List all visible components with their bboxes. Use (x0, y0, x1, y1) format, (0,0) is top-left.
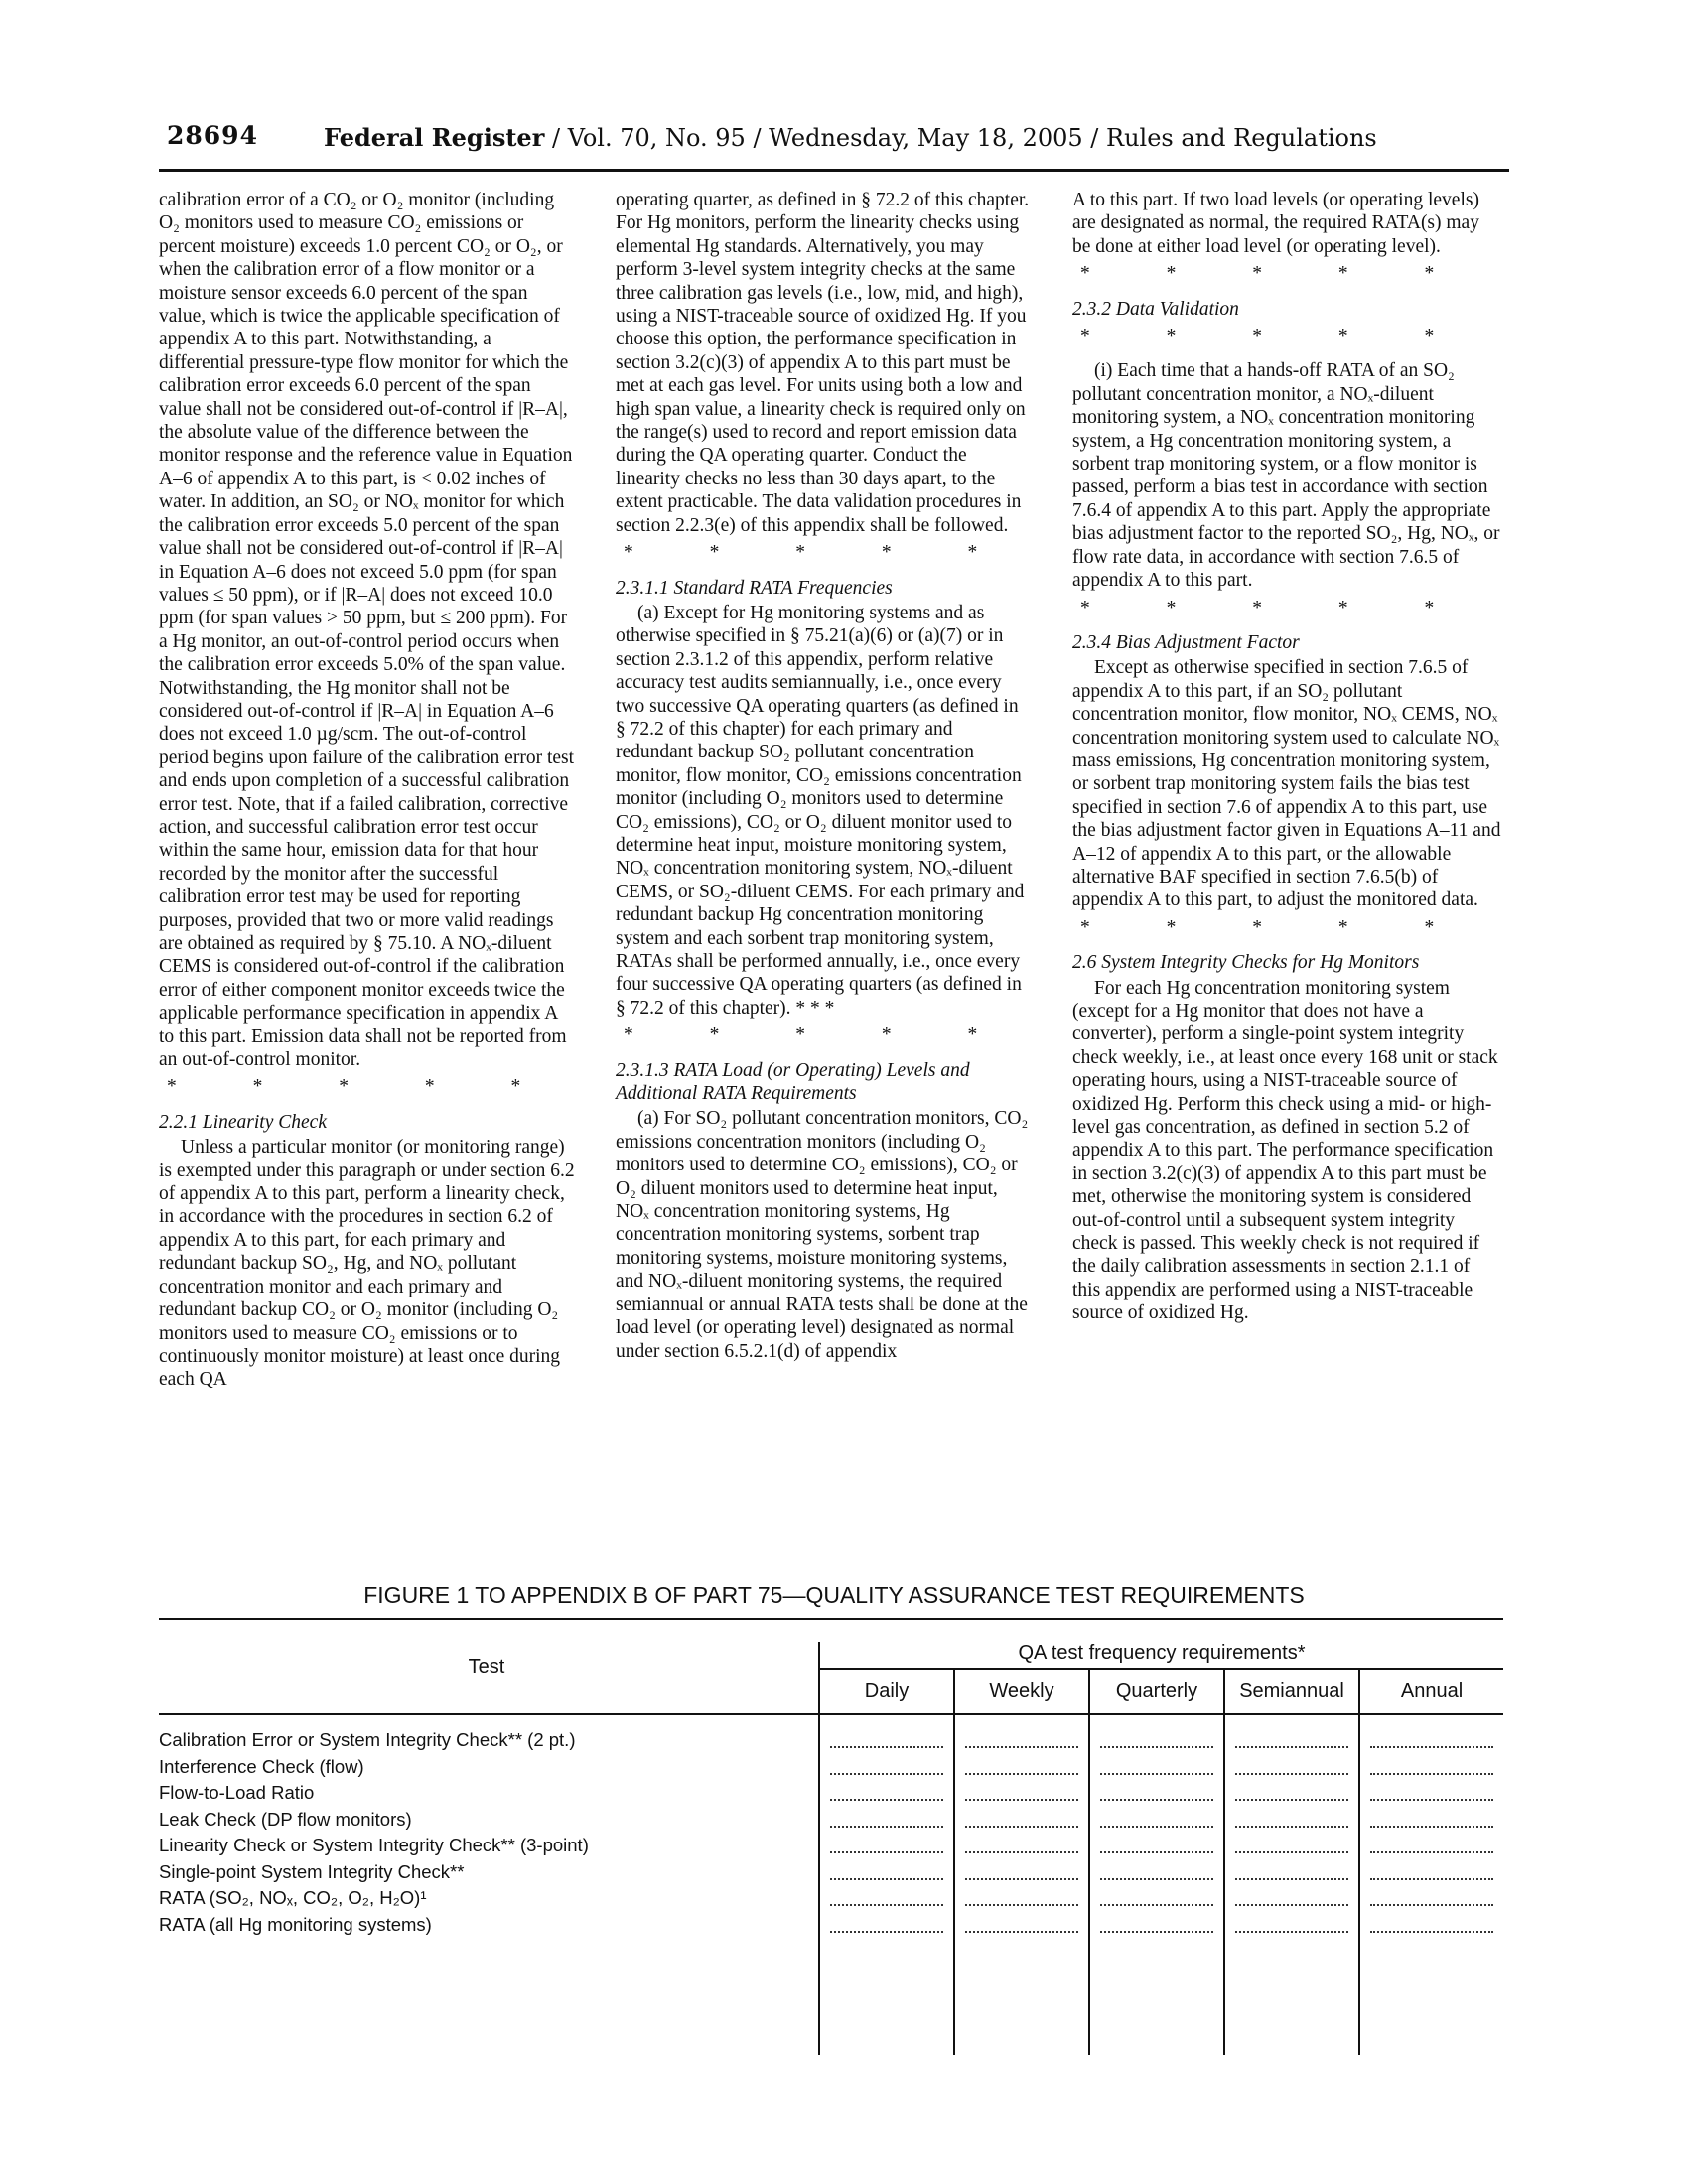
ellipsis-stars: * * * * * (167, 1076, 557, 1098)
freq-header-weekly: Weekly (989, 1680, 1054, 1702)
frequency-cell-quarterly (1090, 1729, 1223, 1753)
test-label: Interference Check (flow) (159, 1756, 368, 1777)
test-label: Single-point System Integrity Check** (159, 1861, 468, 1882)
frequency-cell-weekly (955, 1756, 1088, 1780)
test-label: Linearity Check or System Integrity Check** (3-point) (159, 1835, 593, 1855)
section-heading: 2.2.1 Linearity Check (159, 1111, 327, 1133)
frequency-cell-quarterly (1090, 1861, 1223, 1885)
title-bold: Federal Register (324, 123, 545, 152)
ellipsis-stars: * * * * * (1080, 597, 1471, 618)
frequency-cell-quarterly (1090, 1914, 1223, 1938)
figure-title: FIGURE 1 TO APPENDIX B OF PART 75—QUALITY ASSURANCE TEST REQUIREMENTS (363, 1582, 1305, 1608)
frequency-cell-weekly (955, 1914, 1088, 1938)
frequency-cell-daily (820, 1887, 953, 1911)
paragraph: (a) For SO₂ pollutant concentration monitors, CO₂ emissions concentration monitors (including O₂ monitors used to determine CO₂ emissions), CO₂ or O₂ diluent monitors used to determine heat input, NOₓ concentration monitoring systems, Hg concentration monitoring systems, sorbent trap monitoring systems, moisture monitoring systems, and NOₓ-diluent monitoring systems, the required semiannual or annual RATA tests shall be done at the load level (or operating level) designated as normal under section 6.5.2.1(d) of appendix (616, 1108, 1029, 1362)
ellipsis-stars: * * * * * (624, 542, 1014, 564)
freq-header-quarterly: Quarterly (1115, 1680, 1198, 1702)
frequency-cell-annual (1360, 1914, 1503, 1938)
frequency-cell-semiannual (1225, 1729, 1358, 1753)
ellipsis-stars: * * * * * (1080, 326, 1471, 347)
frequency-cell-semiannual (1225, 1887, 1358, 1911)
frequency-cell-annual (1360, 1756, 1503, 1780)
frequency-cell-quarterly (1090, 1835, 1223, 1858)
paragraph: For each Hg concentration monitoring system (except for a Hg monitor that does not have a converter), perform a single-point system integrity check weekly, i.e., at least once every 168 unit or stack operating hours, using a NIST-traceable source of oxidized Hg. Perform this check using a mid- or high-level gas concentration, as defined in section 5.2 of appendix A to this part. The performance specification in section 3.2(c)(3) of appendix A to this part must be met, otherwise the monitoring system is considered out-of-control until a subsequent system integrity check is passed. This weekly check is not required if the daily calibration assessments in section 2.1.1 of this appendix are performed using a NIST-traceable source of oxidized Hg. (1072, 977, 1498, 1324)
page-header (167, 121, 1497, 165)
freq-header-semiannual: Semiannual (1239, 1680, 1344, 1702)
text-column-3 (1072, 189, 1501, 1325)
frequency-cell-weekly (955, 1782, 1088, 1806)
section-heading: 2.3.1.3 RATA Load (or Operating) Levels and Additional RATA Requirements (616, 1059, 970, 1105)
frequency-cell-quarterly (1090, 1809, 1223, 1833)
frequency-cell-semiannual (1225, 1914, 1358, 1938)
test-label: RATA (all Hg monitoring systems) (159, 1914, 436, 1935)
section-heading: 2.6 System Integrity Checks for Hg Monitors (1072, 952, 1420, 974)
table-header-rule (159, 1713, 1503, 1715)
title-rest: / Vol. 70, No. 95 / Wednesday, May 18, 2005 / Rules and Regulations (544, 124, 1377, 152)
ellipsis-stars: * * * * * (1080, 263, 1471, 285)
frequency-cell-semiannual (1225, 1809, 1358, 1833)
paragraph: A to this part. If two load levels (or operating levels) are designated as normal, the required RATA(s) may be done at either load level (or operating level). (1072, 190, 1479, 257)
table-row (159, 1782, 814, 1806)
test-column-header: Test (468, 1656, 505, 1678)
frequency-cell-weekly (955, 1809, 1088, 1833)
paragraph: calibration error of a CO₂ or O₂ monitor (including O₂ monitors used to measure CO₂ emissions or percent moisture) exceeds 1.0 percent CO₂ or O₂, or when the calibration error of a flow monitor or a moisture sensor exceeds 6.0 percent of the span value, which is twice the applicable specification of appendix A to this part. Notwithstanding, a differential pressure-type flow monitor for which the calibration error exceeds 6.0 percent of the span value shall not be considered out-of-control if |R–A|, the absolute value of the difference between the monitor response and the reference value in Equation A–6 of appendix A to this part, is < 0.02 inches of water. In addition, an SO₂ or NOₓ monitor for which the calibration error exceeds 5.0 percent of the span value shall not be considered out-of-control if |R–A| in Equation A–6 does not exceed 5.0 ppm (for span values ≤ 50 ppm), or if |R–A| does not exceed 10.0 ppm (for span values > 50 ppm, but ≤ 200 ppm). For a Hg monitor, an out-of-control period occurs when the calibration error exceeds 5.0% of the span value. Notwithstanding, the Hg monitor shall not be considered out-of-control if |R–A| in Equation A–6 does not exceed 1.0 µg/scm. The out-of-control period begins upon failure of the calibration error test and ends upon completion of a successful calibration error test. Note, that if a failed calibration, corrective action, and successful calibration error test occur within the same hour, emission data for that hour recorded by the monitor after the successful calibration error test may be used for reporting purposes, provided that two or more valid readings are obtained as required by § 75.10. A NOₓ-diluent CEMS is considered out-of-control if the calibration error of either component monitor exceeds twice the applicable performance specification in appendix A to this part. Emission data shall not be reported from an out-of-control monitor. (159, 190, 575, 1071)
ellipsis-stars: * * * * * (1080, 916, 1471, 938)
frequency-cell-annual (1360, 1835, 1503, 1858)
table-row (159, 1729, 814, 1753)
freq-header-annual: Annual (1400, 1680, 1464, 1702)
table-row (159, 1809, 814, 1833)
frequency-cell-daily (820, 1809, 953, 1833)
table-row (159, 1861, 814, 1885)
frequency-cell-daily (820, 1729, 953, 1753)
test-label: Leak Check (DP flow monitors) (159, 1809, 416, 1830)
paragraph: (i) Each time that a hands-off RATA of an SO₂ pollutant concentration monitor, a NOₓ-diluent monitoring system, a NOₓ concentration monitoring system, a Hg concentration monitoring system, a sorbent trap monitoring system, or a flow monitor is passed, perform a bias test in accordance with section 7.6.4 of appendix A to this part. Apply the appropriate bias adjustment factor to the reported SO₂, Hg, NOₓ, or flow rate data, in accordance with section 7.6.5 of appendix A to this part. (1072, 360, 1500, 592)
text-column-2 (616, 189, 1033, 1363)
frequency-cell-daily (820, 1782, 953, 1806)
test-label: Calibration Error or System Integrity Check** (2 pt.) (159, 1729, 579, 1750)
frequency-cell-semiannual (1225, 1861, 1358, 1885)
paragraph: (a) Except for Hg monitoring systems and as otherwise specified in § 75.21(a)(6) or (a)(7) or in section 2.3.1.2 of this appendix, perform relative accuracy test audits semiannually, i.e., once every two successive QA operating quarters (as defined in § 72.2 of this chapter) for each primary and redundant backup SO₂ pollutant concentration monitor, flow monitor, CO₂ emissions concentration monitor (including O₂ monitors used to determine CO₂ emissions), CO₂ or O₂ diluent monitor used to determine heat input, moisture monitoring system, NOₓ concentration monitoring system, NOₓ-diluent CEMS, or SO₂-diluent CEMS. For each primary and redundant backup Hg concentration monitoring system and each sorbent trap monitoring system, RATAs shall be performed annually, i.e., once every four successive QA operating quarters (as defined in § 72.2 of this chapter). * * * (616, 602, 1025, 1019)
frequency-cell-weekly (955, 1835, 1088, 1858)
frequency-cell-annual (1360, 1887, 1503, 1911)
table-row (159, 1835, 814, 1858)
frequency-cell-semiannual (1225, 1782, 1358, 1806)
page-number: 28694 (167, 121, 258, 150)
frequency-cell-weekly (955, 1861, 1088, 1885)
header-subrule (820, 1668, 1503, 1670)
table-row (159, 1756, 814, 1780)
test-label: Flow-to-Load Ratio (159, 1782, 318, 1803)
table-top-rule (159, 1618, 1503, 1620)
frequency-cell-quarterly (1090, 1887, 1223, 1911)
paragraph: Except as otherwise specified in section 7.6.5 of appendix A to this part, if an SO₂ pollutant concentration monitor, flow monitor, NOₓ CEMS, NOₓ concentration monitoring system used to calculate NOₓ mass emissions, Hg concentration monitoring system, or sorbent trap monitoring system fails the bias test specified in section 7.6 of appendix A to this part, use the bias adjustment factor given in Equations A–11 and A–12 of appendix A to this part, or the allowable alternative BAF specified in section 7.6.5(b) of appendix A to this part, to adjust the monitored data. (1072, 657, 1501, 911)
frequency-cell-quarterly (1090, 1756, 1223, 1780)
frequency-cell-semiannual (1225, 1756, 1358, 1780)
text-column-1 (159, 189, 576, 1392)
ellipsis-stars: * * * * * (624, 1024, 1014, 1046)
paragraph: operating quarter, as defined in § 72.2 of this chapter. For Hg monitors, perform the linearity checks using elemental Hg standards. Alternatively, you may perform 3-level system integrity checks at the same three calibration gas levels (i.e., low, mid, and high), using a NIST-traceable source of oxidized Hg. If you choose this option, the performance specification in section 3.2(c)(3) of appendix A to this part must be met at each gas level. For units using both a low and high span value, a linearity check is required only on the range(s) used to record and report emission data during the QA operating quarter. Conduct the linearity checks no less than 30 days apart, to the extent practicable. The data validation procedures in section 2.2.3(e) of this appendix shall be followed. (616, 190, 1030, 536)
frequency-cell-weekly (955, 1729, 1088, 1753)
qa-frequency-header: QA test frequency requirements* (1018, 1642, 1306, 1664)
frequency-cell-semiannual (1225, 1835, 1358, 1858)
table-row (159, 1887, 814, 1911)
publication-title (324, 123, 1377, 152)
freq-header-daily: Daily (864, 1680, 910, 1702)
paragraph: Unless a particular monitor (or monitoring range) is exempted under this paragraph or under section 6.2 of appendix A to this part, perform a linearity check, in accordance with the procedures in section 6.2 of appendix A to this part, for each primary and redundant backup SO₂, Hg, and NOₓ pollutant concentration monitor and each primary and redundant backup CO₂ or O₂ monitor (including O₂ monitors used to measure CO₂ emissions or to continuously monitor moisture) at least once during each QA (159, 1137, 575, 1391)
section-heading: 2.3.2 Data Validation (1072, 298, 1239, 320)
frequency-cell-daily (820, 1835, 953, 1858)
frequency-cell-annual (1360, 1729, 1503, 1753)
table-row (159, 1914, 814, 1938)
frequency-cell-quarterly (1090, 1782, 1223, 1806)
header-rule (159, 169, 1509, 172)
frequency-cell-annual (1360, 1861, 1503, 1885)
frequency-cell-annual (1360, 1782, 1503, 1806)
section-heading: 2.3.4 Bias Adjustment Factor (1072, 631, 1300, 653)
frequency-cell-daily (820, 1861, 953, 1885)
section-heading: 2.3.1.1 Standard RATA Frequencies (616, 577, 893, 599)
frequency-cell-weekly (955, 1887, 1088, 1911)
frequency-cell-daily (820, 1756, 953, 1780)
frequency-cell-annual (1360, 1809, 1503, 1833)
frequency-cell-daily (820, 1914, 953, 1938)
test-label: RATA (SO₂, NOₓ, CO₂, O₂, H₂O)¹ (159, 1887, 430, 1908)
